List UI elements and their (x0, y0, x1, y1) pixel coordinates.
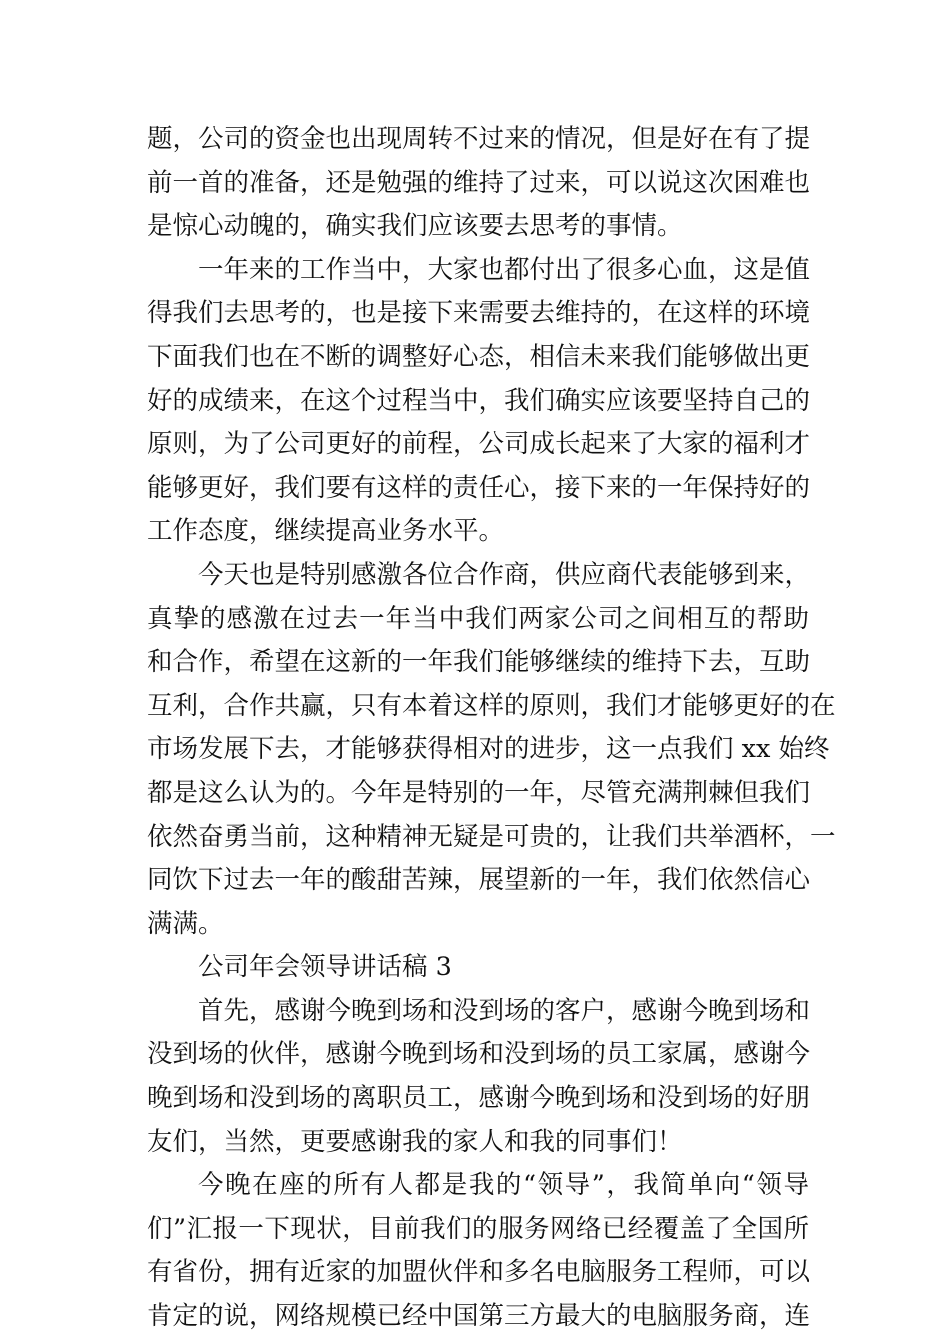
document-body (147, 118, 836, 1339)
text-line: 肯定的说，网络规模已经中国第三方最大的电脑服务商，连 (147, 1301, 811, 1332)
text-line: 都是这么认为的。今年是特别的一年，尽管充满荆棘但我们 (147, 777, 811, 808)
text-line: 市场发展下去，才能够获得相对的进步，这一点我们 xx 始终 (147, 734, 830, 765)
text-line: 得我们去思考的，也是接下来需要去维持的，在这样的环境 (147, 298, 811, 329)
text-line: 工作态度，继续提高业务水平。 (147, 516, 505, 547)
text-line: 依然奋勇当前，这种精神无疑是可贵的，让我们共举酒杯，一 (147, 821, 836, 852)
text-line: 们”汇报一下现状，目前我们的服务网络已经覆盖了全国所 (147, 1213, 809, 1244)
text-line: 一年来的工作当中，大家也都付出了很多心血，这是值 (198, 254, 811, 285)
text-line: 首先，感谢今晚到场和没到场的客户，感谢今晚到场和 (198, 995, 811, 1026)
text-line: 题，公司的资金也出现周转不过来的情况，但是好在有了提 (147, 124, 811, 154)
text-line: 好的成绩来，在这个过程当中，我们确实应该要坚持自己的 (147, 385, 811, 416)
text-line: 同饮下过去一年的酸甜苦辣，展望新的一年，我们依然信心 (147, 865, 811, 896)
text-line: 友们，当然，更要感谢我的家人和我的同事们！ (147, 1126, 683, 1157)
text-line: 真挚的感激在过去一年当中我们两家公司之间相互的帮助 (147, 603, 809, 634)
text-line: 能够更好，我们要有这样的责任心，接下来的一年保持好的 (147, 472, 811, 503)
text-line: 前一首的准备，还是勉强的维持了过来，可以说这次困难也 (147, 167, 811, 198)
text-line: 今天也是特别感激各位合作商，供应商代表能够到来， (198, 559, 811, 590)
section-heading: 公司年会领导讲话稿 3 (198, 952, 452, 983)
text-line: 满满。 (147, 908, 224, 939)
text-line: 是惊心动魄的，确实我们应该要去思考的事情。 (147, 211, 683, 242)
text-line: 互利，合作共赢，只有本着这样的原则，我们才能够更好的在 (147, 690, 836, 721)
text-line: 有省份，拥有近家的加盟伙伴和多名电脑服务工程师，可以 (147, 1257, 811, 1288)
text-line: 晚到场和没到场的离职员工，感谢今晚到场和没到场的好朋 (147, 1083, 811, 1114)
text-line: 今晚在座的所有人都是我的“领导”，我简单向“领导 (198, 1170, 809, 1201)
text-line: 原则，为了公司更好的前程，公司成长起来了大家的福利才 (147, 429, 811, 460)
text-line: 和合作，希望在这新的一年我们能够继续的维持下去，互助 (147, 647, 811, 678)
text-line: 下面我们也在不断的调整好心态，相信未来我们能够做出更 (147, 341, 811, 372)
text-line: 没到场的伙伴，感谢今晚到场和没到场的员工家属，感谢今 (147, 1039, 811, 1070)
